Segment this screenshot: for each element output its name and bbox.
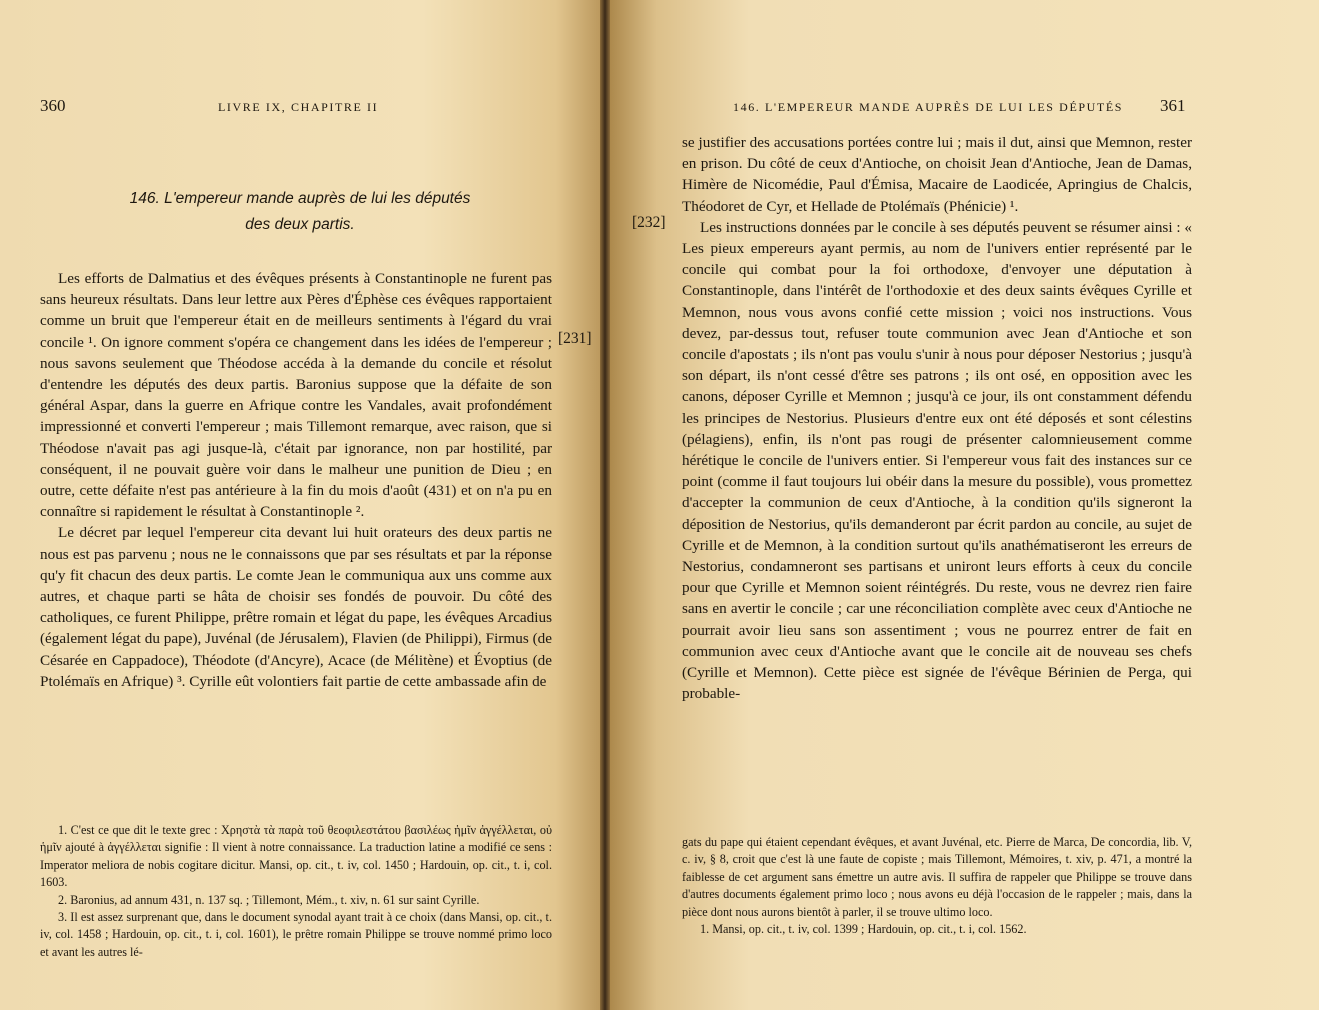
right-footnote-1: 1. Mansi, op. cit., t. iv, col. 1399 ; Hardouin, op. cit., t. i, col. 1562. [700,922,1027,937]
right-page [607,0,1319,1010]
page-number-left: 360 [40,96,66,115]
left-footnote-3: 3. Il est assez surprenant que, dans le document synodal ayant trait à ce choix (dans Mansi, op. cit., t. iv, col. 1458 ; Hardouin, op. cit., t. i, col. 1601), le prêtre romain Philippe se trouve nommé primo loco et avant les autres lé- [40,910,552,959]
section-title-line1: 146. L'empereur mande auprès de lui les députés [129,190,471,207]
running-head-right: 146. L'EMPEREUR MANDE AUPRÈS DE LUI LES DÉPUTÉS [733,100,1124,114]
left-footnotes [40,822,552,961]
left-body-text [40,268,552,692]
right-footnote-continuation: gats du pape qui étaient cependant évêques, et avant Juvénal, etc. Pierre de Marca, De concordia, lib. V, c. iv, § 8, croit que c'est là une faute de copiste ; mais Tillemont, Mémoires, t. xiv, p. 471, a montré la faiblesse de cet argument sans émettre un autre avis. Il suffira de rappeler que Philippe se trouve dans d'autres documents également primo loco ; nous avons eu déjà l'occasion de le rappeler ; mais, dans la pièce dont nous aurons bientôt à parler, il se trouve ultimo loco. [682,835,1192,919]
right-paragraph-1: se justifier des accusations portées contre lui ; mais il dut, ainsi que Memnon, rester en prison. Du côté de ceux d'Antioche, on choisit Jean d'Antioche, Jean de Damas, Himère de Nicomédie, Paul d'Émisa, Macaire de Laodicée, Apringius de Chalcis, Théodoret de Cyr, et Hellade de Ptolémaïs (Phénicie) ¹. [682,134,1192,215]
page-number-right: 361 [1160,96,1186,115]
left-footnote-2: 2. Baronius, ad annum 431, n. 137 sq. ; Tillemont, Mém., t. xiv, n. 61 sur saint Cyrille. [58,892,480,907]
left-page [0,0,604,1010]
running-head-left: LIVRE IX, CHAPITRE II [218,100,379,114]
right-paragraph-2: Les instructions données par le concile à ses députés peuvent se résumer ainsi : « Les pieux empereurs ayant permis, au nom de l'univers entier représenté par le concile qui combat pour la foi orthodoxe, d'envoyer une députation à Constantinople, dans l'intérêt de l'orthodoxie et des deux saints évêques Cyrille et Memnon, nous vous avons confié cette mission ; voici nos instructions. Vous devez, par-dessus tout, refuser toute communion avec Jean d'Antioche et son concile d'apostats ; ils n'ont pas voulu s'unir à nous pour déposer Nestorius ; jusqu'à son départ, ils n'ont cessé d'être ses patrons ; ils ont osé, en opposition avec les canons, déposer Cyrille et Memnon ; jusqu'à ce jour, ils ont constamment défendu les principes de Nestorius. Plusieurs d'entre eux ont été déposés et sont célestins (pélagiens), enfin, ils n'ont pas rougi de présenter calomnieusement comme hérétique le concile de l'univers entier. Si l'empereur vous fait des instances sur ce point (comme il faut toujours lui obéir dans la mesure du possible), vous promettez d'accepter la communion de ceux d'Antioche, à la condition qu'ils signeront la déposition de Nestorius, qu'ils demanderont par écrit pardon au concile, au sujet de Cyrille et de Memnon, à la condition surtout qu'ils anathématiseront les erreurs de Nestorius, condamneront ses partisans et uniront leurs efforts à ceux du concile pour que Cyrille et Memnon soient réintégrés. Du reste, vous ne devrez rien faire sans en avertir le concile ; car une réconciliation complète avec ceux d'Antioche ne pourrait avoir lieu sans son assentiment ; vous ne pourrez entrer de fait en communion avec ceux d'Antioche avant que le concile ait de nouveau ses chefs (Cyrille et Memnon). Cette pièce est signée de l'évêque Bérinien de Perga, qui probable- [682,218,1192,703]
section-title-line2: des deux partis. [245,216,355,233]
left-paragraph-1: Les efforts de Dalmatius et des évêques présents à Constantinople ne furent pas sans heureux résultats. Dans leur lettre aux Pères d'Éphèse ces évêques rapportaient comme un bruit que l'empereur était en de meilleurs sentiments à l'égard du vrai concile ¹. On ignore comment s'opéra ce changement dans les idées de l'empereur ; nous savons seulement que Théodose accéda à la demande du concile et résolut d'entendre les députés des deux partis. Baronius suppose que la défaite de son général Aspar, dans la guerre en Afrique contre les Vandales, avait profondément impressionné et converti l'empereur ; mais Tillemont remarque, avec raison, que si Théodose n'avait pas agi jusque-là, c'était par ignorance, non par hostilité, par conséquent, il ne pouvait guère voir dans le malheur une punition de Dieu ; en outre, cette défaite n'est pas antérieure à la fin du mois d'août (431) et on n'a pu en connaître si rapidement le résultat à Constantinople ². [40,270,552,521]
right-footnotes [682,834,1192,938]
right-body-text [682,132,1192,704]
margin-note-left: [231] [558,330,592,347]
left-paragraph-2: Le décret par lequel l'empereur cita devant lui huit orateurs des deux partis ne nous est pas parvenu ; nous ne le connaissons que par ses résultats et par la réponse qu'y fit chacun des deux partis. Le comte Jean le communiqua aux uns comme aux autres, et chaque parti se hâta de choisir ses fondés de pouvoir. Du côté des catholiques, ce furent Philippe, prêtre romain et légat du pape, les évêques Arcadius (également légat du pape), Juvénal (de Jérusalem), Flavien (de Philippi), Firmus (de Césarée en Cappadoce), Théodote (d'Ancyre), Acace (de Mélitène) et Évoptius (de Ptolémaïs en Afrique) ³. Cyrille eût volontiers fait partie de cette ambassade afin de [40,524,552,690]
margin-note-right: [232] [632,214,666,231]
book-gutter [600,0,610,1010]
left-footnote-1: 1. C'est ce que dit le texte grec : Χρηστὰ τὰ παρὰ τοῦ θεοφιλεστάτου βασιλέως ἡμῖν ἀγγέλλεται, οὐ ἡμῖν ajouté à ἀγγέλλεται signifie : Il vient à notre connaissance. La traduction latine a modifié ce sens : Imperator meliora de nobis cogitare dicitur. Mansi, op. cit., t. iv, col. 1450 ; Hardouin, op. cit., t. i, col. 1603. [40,823,552,890]
section-title [80,186,520,238]
